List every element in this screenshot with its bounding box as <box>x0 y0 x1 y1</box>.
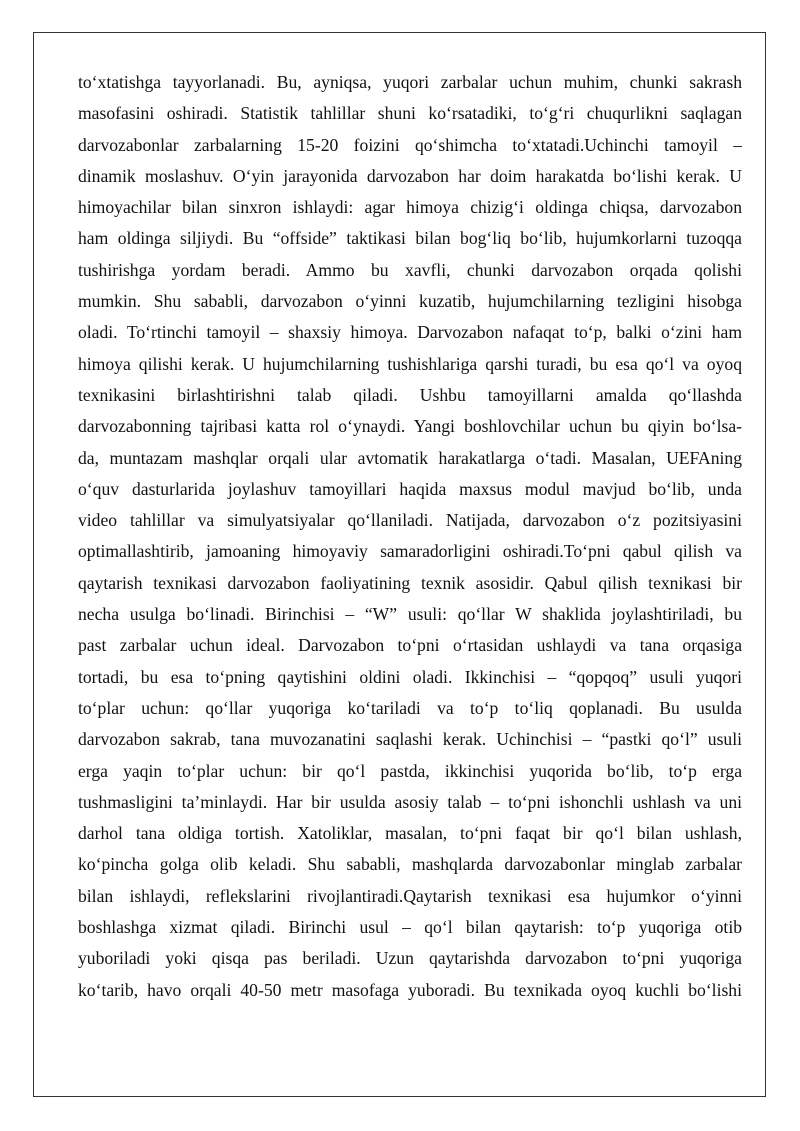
text-line: himoyachilar bilan sinxron ishlaydi: agar himoya chizig‘i oldinga chiqsa, darvozabon <box>78 197 742 218</box>
text-line: ham oldinga siljiydi. Bu “offside” taktikasi bilan bog‘liq bo‘lib, hujumkorlarni tuzoqqa <box>78 228 742 249</box>
text-line: bilan ishlaydi, reflekslarini rivojlantiradi.Qaytarish texnikasi esa hujumkor o‘yinni <box>78 885 742 906</box>
text-line: o‘quv dasturlarida joylashuv tamoyillari haqida maxsus modul mavjud bo‘lib, unda <box>78 478 742 499</box>
text-line: himoya qilishi kerak. U hujumchilarning tushishlariga qarshi turadi, bu esa qo‘l va oyoq <box>78 353 742 374</box>
text-line: erga yaqin to‘plar uchun: bir qo‘l pastda, ikkinchisi yuqorida bo‘lib, to‘p erga <box>78 760 742 781</box>
document-body <box>78 67 742 1006</box>
text-line: tushirishga yordam beradi. Ammo bu xavfli, chunki darvozabon orqada qolishi <box>78 259 742 280</box>
text-line: darvozabon sakrab, tana muvozanatini saqlashi kerak. Uchinchisi – “pastki qo‘l” usuli <box>78 729 742 750</box>
text-line: yuboriladi yoki qisqa pas beriladi. Uzun qaytarishda darvozabon to‘pni yuqoriga <box>78 948 742 969</box>
text-line: dinamik moslashuv. O‘yin jarayonida darvozabon har doim harakatda bo‘lishi kerak. U <box>78 165 742 186</box>
text-line: darhol tana oldiga tortish. Xatoliklar, masalan, to‘pni faqat bir qo‘l bilan ushlash, <box>78 823 742 844</box>
text-line: optimallashtirib, jamoaning himoyaviy samaradorligini oshiradi.To‘pni qabul qilish va <box>78 541 742 562</box>
text-line: texnikasini birlashtirishni talab qiladi. Ushbu tamoyillarni amalda qo‘llashda <box>78 384 742 405</box>
text-line: tushmasligini ta’minlaydi. Har bir usulda asosiy talab – to‘pni ishonchli ushlash va uni <box>78 791 742 812</box>
text-line: masofasini oshiradi. Statistik tahlillar shuni ko‘rsatadiki, to‘g‘ri chuqurlikni saqlagan <box>78 103 742 124</box>
text-line: to‘plar uchun: qo‘llar yuqoriga ko‘tariladi va to‘p to‘liq qoplanadi. Bu usulda <box>78 697 742 718</box>
text-line: da, muntazam mashqlar orqali ular avtomatik harakatlarga o‘tadi. Masalan, UEFAning <box>78 447 742 468</box>
text-line: darvozabonlar zarbalarning 15-20 foizini qo‘shimcha to‘xtatadi.Uchinchi tamoyil – <box>78 134 742 155</box>
text-line: past zarbalar uchun ideal. Darvozabon to‘pni o‘rtasidan ushlaydi va tana orqasiga <box>78 635 742 656</box>
text-line: necha usulga bo‘linadi. Birinchisi – “W” usuli: qo‘llar W shaklida joylashtiriladi, bu <box>78 604 742 625</box>
text-line: ko‘pincha golga olib keladi. Shu sababli, mashqlarda darvozabonlar minglab zarbalar <box>78 854 742 875</box>
text-line: boshlashga xizmat qiladi. Birinchi usul – qo‘l bilan qaytarish: to‘p yuqoriga otib <box>78 917 742 938</box>
text-line: darvozabonning tajribasi katta rol o‘ynaydi. Yangi boshlovchilar uchun bu qiyin bo‘lsa- <box>78 416 742 437</box>
text-line: tortadi, bu esa to‘pning qaytishini oldini oladi. Ikkinchisi – “qopqoq” usuli yuqori <box>78 666 742 687</box>
text-line: mumkin. Shu sababli, darvozabon o‘yinni kuzatib, hujumchilarning tezligini hisobga <box>78 291 742 312</box>
text-line: qaytarish texnikasi darvozabon faoliyatining texnik asosidir. Qabul qilish texnikasi bir <box>78 572 742 593</box>
text-line: ko‘tarib, havo orqali 40-50 metr masofaga yuboradi. Bu texnikada oyoq kuchli bo‘lishi <box>78 979 742 1000</box>
text-line: oladi. To‘rtinchi tamoyil – shaxsiy himoya. Darvozabon nafaqat to‘p, balki o‘zini ham <box>78 322 742 343</box>
text-line: video tahlillar va simulyatsiyalar qo‘llaniladi. Natijada, darvozabon o‘z pozitsiyasini <box>78 510 742 531</box>
text-line: to‘xtatishga tayyorlanadi. Bu, ayniqsa, yuqori zarbalar uchun muhim, chunki sakrash <box>78 72 742 92</box>
